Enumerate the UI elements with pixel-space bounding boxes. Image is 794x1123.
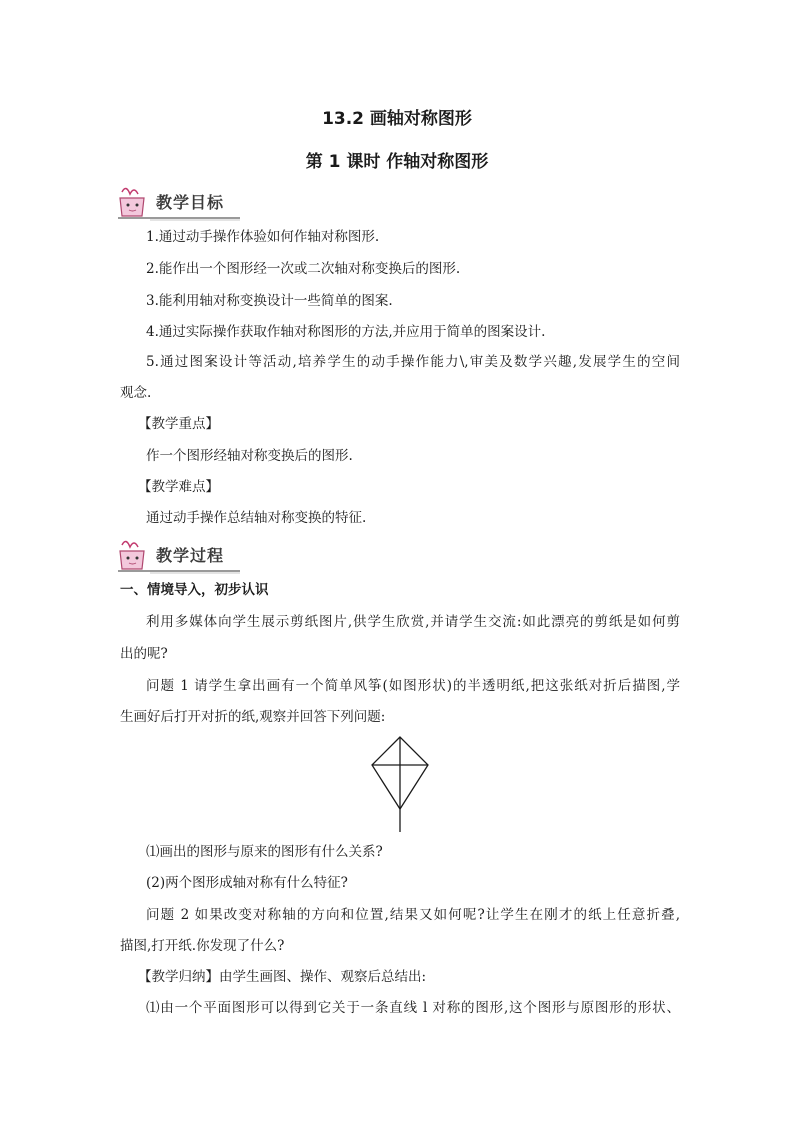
objective-item-3: 3.能利用轴对称变换设计一些简单的图案. (146, 293, 393, 309)
summary-line (138, 967, 680, 987)
lesson-title: 13.2 画轴对称图形 (322, 109, 472, 129)
objective-item-5: 5.通过图案设计等活动,培养学生的动手操作能力\,审美及数学兴趣,发展学生的空间 (146, 354, 680, 370)
difficulty-text: 通过动手操作总结轴对称变换的特征. (146, 510, 367, 526)
sub-question-2: (2)两个图形成轴对称有什么特征? (146, 875, 348, 891)
conclusion-1: ⑴由一个平面图形可以得到它关于一条直线 l 对称的图形,这个图形与原图形的形状、 (146, 1000, 680, 1016)
question-1-line-2: 生画好后打开对折的纸,观察并回答下列问题: (120, 709, 386, 725)
paragraph-1-line-1: 利用多媒体向学生展示剪纸图片,供学生欣赏,并请学生交流:如此漂亮的剪纸是如何剪 (146, 614, 680, 630)
objective-item-4: 4.通过实际操作获取作轴对称图形的方法,并应用于简单的图案设计. (146, 324, 546, 340)
difficulty-label: 【教学难点】 (138, 479, 219, 495)
kite-figure (360, 735, 440, 835)
paragraph-1-line-2: 出的呢? (120, 646, 168, 662)
objectives-badge (114, 184, 244, 224)
process-heading: 教学过程 (156, 546, 225, 565)
question-1-line-1: 问题 1 请学生拿出画有一个简单风筝(如图形状)的半透明纸,把这张纸对折后描图,学 (146, 678, 680, 694)
question-2-line-1: 问题 2 如果改变对称轴的方向和位置,结果又如何呢?让学生在刚才的纸上任意折叠, (146, 907, 680, 923)
key-point-label: 【教学重点】 (138, 416, 219, 432)
key-point-text: 作一个图形经轴对称变换后的图形. (146, 448, 353, 464)
objective-item-2: 2.能作出一个图形经一次或二次轴对称变换后的图形. (146, 261, 461, 277)
objective-item-1: 1.通过动手操作体验如何作轴对称图形. (146, 229, 380, 245)
summary-text: 由学生画图、操作、观察后总结出: (219, 969, 427, 985)
sub-question-1: ⑴画出的图形与原来的图形有什么关系? (146, 844, 383, 860)
section-1-heading: 一、情境导入，初步认识 (120, 582, 269, 598)
objectives-heading: 教学目标 (156, 193, 225, 212)
process-badge (114, 537, 244, 577)
summary-label: 【教学归纳】 (138, 969, 219, 985)
question-2-line-2: 描图,打开纸.你发现了什么? (120, 938, 285, 954)
lesson-subtitle: 第 1 课时 作轴对称图形 (305, 152, 489, 172)
objective-item-5-cont: 观念. (120, 385, 152, 401)
